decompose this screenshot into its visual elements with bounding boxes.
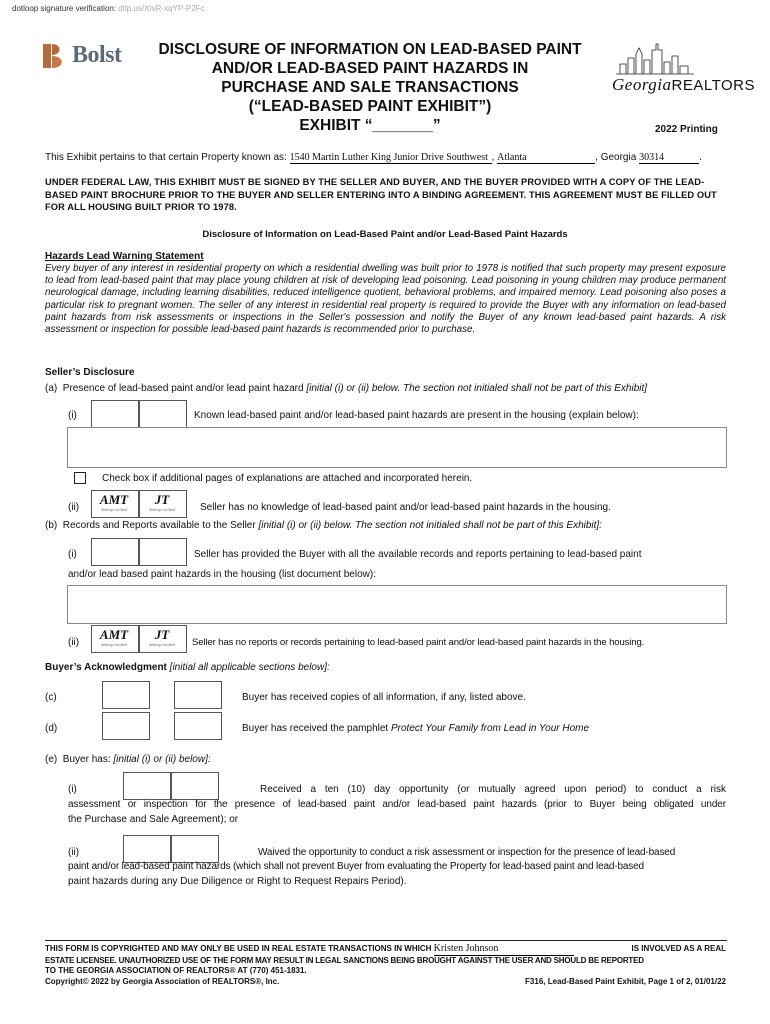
section-b-note: [initial (i) or (ii) below. The section not initialed shall not be part of this Exhibit]:: [258, 520, 602, 531]
d-text-pre: Buyer has received the pamphlet: [242, 723, 389, 734]
seller-initials-signature: [139, 627, 185, 647]
buyer-initial-box[interactable]: [174, 681, 222, 709]
buyer-initial-box[interactable]: [171, 835, 219, 863]
additional-pages-checkbox[interactable]: [74, 472, 86, 484]
title-line: AND/OR LEAD-BASED PAINT HAZARDS IN: [211, 60, 529, 77]
hazard-statement-body: Every buyer of any interest in residential property on which a residential dwelling was built prior to 1978 is notified that such property may present exposure to lead from lead-based paint that may place young children at risk of developing lead poisoning. Lead poisoning in young children may produce permanent neurological damage, including learning disabilities, reduced intelligence quotient, behavioral problems, and impaired memory. Lead poisoning also poses a particular risk to pregnant women. The seller of any interest in residential real property is required to provide the Buyer with any information on lead-based paint hazards from risk assessments or inspections in the Seller's possession and notify the Buyer of any known lead-based paint hazards. A risk assessment or inspection for possible lead-based paint hazards is recommended prior to purchase.: [45, 263, 726, 336]
bolst-logo-text: Bolst: [72, 42, 122, 68]
property-address-field[interactable]: 1540 Martin Luther King Junior Drive Southwest: [290, 152, 492, 164]
exhibit-label: EXHIBIT “_______”: [299, 117, 441, 134]
buyer-ack-note: [initial all applicable sections below]:: [169, 662, 330, 673]
seller-initial-box[interactable]: [91, 400, 139, 428]
hazard-statement-title: Hazards Lead Warning Statement: [45, 251, 204, 262]
licensee-name-field[interactable]: Kristen Johnson: [434, 944, 574, 956]
footer-form-id: F316, Lead-Based Paint Exhibit, Page 1 of 2, 01/01/22: [525, 976, 726, 986]
footer-line1-post: IS INVOLVED AS A REAL: [631, 944, 726, 953]
d-label: (d): [45, 723, 58, 734]
dotloop-stamp: dotloop verified: [101, 507, 127, 512]
b-ii-text: Seller has no reports or records pertaining to lead-based paint and/or lead-based paint hazards in the housing.: [192, 637, 645, 648]
e-i-text2: assessment or inspection for the presence of lead-based paint and/or lead-based paint hazards (prior to Buyer being obligated under: [68, 799, 726, 810]
property-line: This Exhibit pertains to that certain Property known as: 1540 Martin Luther King Junior Drive Southwest , Atlanta , Georgia 30314 .: [45, 152, 702, 163]
a-i-label: (i): [68, 410, 77, 421]
initials-text: JT: [154, 492, 170, 507]
c-text: Buyer has received copies of all information, if any, listed above.: [242, 692, 526, 703]
seller-initial-box[interactable]: [139, 400, 187, 428]
seller-initials-signature: [91, 627, 137, 647]
initials-text: JT: [154, 627, 170, 642]
gar-brand-name: REALTORS: [671, 77, 755, 94]
property-city-field[interactable]: Atlanta: [497, 152, 595, 164]
b-i-label: (i): [68, 549, 77, 560]
georgia-realtors-logo: [612, 75, 755, 95]
buyer-initial-box[interactable]: [123, 772, 171, 800]
dotloop-verification: [12, 4, 205, 13]
e-i-text: Received a ten (10) day opportunity (or mutually agreed upon period) to conduct a risk: [260, 784, 726, 795]
property-lead: This Exhibit pertains to that certain Property known as:: [45, 152, 287, 163]
verification-label: dotloop signature verification:: [12, 4, 117, 13]
buyer-initial-box[interactable]: [123, 835, 171, 863]
buyer-ack-heading: Buyer’s Acknowledgment: [45, 662, 167, 673]
georgia-realtors-skyline-icon: [610, 40, 720, 76]
b-ii-label: (ii): [68, 637, 80, 648]
e-ii-text3: paint hazards during any Due Diligence or Right to Request Repairs Period).: [68, 876, 407, 887]
copyright-footer: [45, 944, 726, 987]
seller-initials-signature: [91, 492, 137, 512]
c-label: (c): [45, 692, 57, 703]
e-ii-label: (ii): [68, 847, 80, 858]
section-b-label: (b): [45, 520, 58, 531]
footer-line1-pre: THIS FORM IS COPYRIGHTED AND MAY ONLY BE USED IN REAL ESTATE TRANSACTIONS IN WHICH: [45, 944, 432, 953]
explanation-textarea[interactable]: [67, 427, 727, 468]
a-ii-text: Seller has no knowledge of lead-based paint and/or lead-based paint hazards in the housing.: [200, 502, 611, 513]
seller-initial-box[interactable]: [139, 538, 187, 566]
initials-text: AMT: [99, 492, 129, 507]
section-b-text: Records and Reports available to the Seller: [62, 520, 256, 531]
gar-brand-script: Georgia: [612, 75, 672, 94]
footer-line-3: TO THE GEORGIA ASSOCIATION OF REALTORS® AT (770) 451-1831.: [45, 966, 307, 975]
e-text: Buyer has:: [62, 754, 111, 765]
section-e: [45, 754, 211, 765]
document-title: [130, 40, 610, 135]
dotloop-stamp: dotloop verified: [149, 642, 175, 647]
buyer-initial-box[interactable]: [171, 772, 219, 800]
seller-disclosure-heading: Seller’s Disclosure: [45, 367, 135, 378]
property-zip-field[interactable]: 30314: [639, 152, 699, 164]
e-note: [initial (i) or (ii) below]:: [113, 754, 211, 765]
federal-warning: UNDER FEDERAL LAW, THIS EXHIBIT MUST BE SIGNED BY THE SELLER AND BUYER, AND THE BUYER PROVIDED WITH A COPY OF THE LEAD-BASED PAINT BROCHURE PRIOR TO THE BUYER AND SELLER ENTERING INTO A BINDING AGREEMENT. THIS AGREEMENT MUST BE FILLED OUT FOR ALL HOUSING BUILT PRIOR TO 1978.: [45, 177, 717, 212]
e-i-text3: the Purchase and Sale Agreement); or: [68, 814, 239, 825]
a-ii-label: (ii): [68, 502, 80, 513]
b-i-text: Seller has provided the Buyer with all the available records and reports pertaining to lead-based paint: [194, 549, 642, 560]
seller-initials-signature: [139, 492, 185, 512]
e-ii-text: Waived the opportunity to conduct a risk assessment or inspection for the presence of lead-based: [258, 847, 676, 858]
title-line: (“LEAD-BASED PAINT EXHIBIT”): [248, 98, 492, 115]
buyer-initial-box[interactable]: [102, 712, 150, 740]
section-a-text: Presence of lead-based paint and/or lead paint hazard: [62, 383, 304, 394]
bolst-logo-icon: [40, 42, 68, 70]
footer-divider: [45, 940, 727, 941]
footer-line-1: [45, 944, 726, 956]
checkbox-text: Check box if additional pages of explanations are attached and incorporated herein.: [102, 473, 473, 484]
section-a-label: (a): [45, 383, 58, 394]
seller-initial-box[interactable]: [91, 538, 139, 566]
section-a: [45, 383, 647, 394]
e-ii-text2: paint and/or lead-based paint hazards (which shall not prevent Buyer from evaluating the Property for lead-based paint and lead-based: [68, 861, 644, 872]
state-label: , Georgia: [595, 152, 637, 163]
e-label: (e): [45, 754, 58, 765]
printing-year: 2022 Printing: [655, 124, 718, 135]
b-i-text2: and/or lead based paint hazards in the housing (list document below):: [68, 569, 376, 580]
buyer-initial-box[interactable]: [102, 681, 150, 709]
d-text: [242, 723, 589, 734]
footer-copyright: Copyright© 2022 by Georgia Association of REALTORS®, Inc.: [45, 976, 280, 986]
disclosure-title: Disclosure of Information on Lead-Based Paint and/or Lead-Based Paint Hazards: [202, 229, 568, 240]
initials-text: AMT: [99, 627, 129, 642]
pamphlet-title: Protect Your Family from Lead in Your Home: [390, 723, 590, 734]
a-i-text: Known lead-based paint and/or lead-based paint hazards are present in the housing (explain below):: [194, 410, 639, 421]
title-line: DISCLOSURE OF INFORMATION ON LEAD-BASED PAINT: [158, 41, 582, 58]
section-b: [45, 520, 602, 531]
records-list-textarea[interactable]: [67, 585, 727, 624]
buyer-initial-box[interactable]: [174, 712, 222, 740]
e-i-label: (i): [68, 784, 77, 795]
footer-line-2: ESTATE LICENSEE. UNAUTHORIZED USE OF THE FORM MAY RESULT IN LEGAL SANCTIONS BEING BROUGHT AGAINST THE USER AND SHOULD BE REPORTED: [45, 955, 644, 965]
verification-link[interactable]: dtlp.us/XtsR-xqYP-P2Fc: [118, 4, 205, 13]
section-a-note: [initial (i) or (ii) below. The section not initialed shall not be part of this Exhibit]: [306, 383, 648, 394]
footer-line-4: [45, 977, 726, 988]
dotloop-stamp: dotloop verified: [101, 642, 127, 647]
dotloop-stamp: dotloop verified: [149, 507, 175, 512]
title-line: PURCHASE AND SALE TRANSACTIONS: [221, 79, 519, 96]
buyer-ack: [45, 662, 330, 673]
